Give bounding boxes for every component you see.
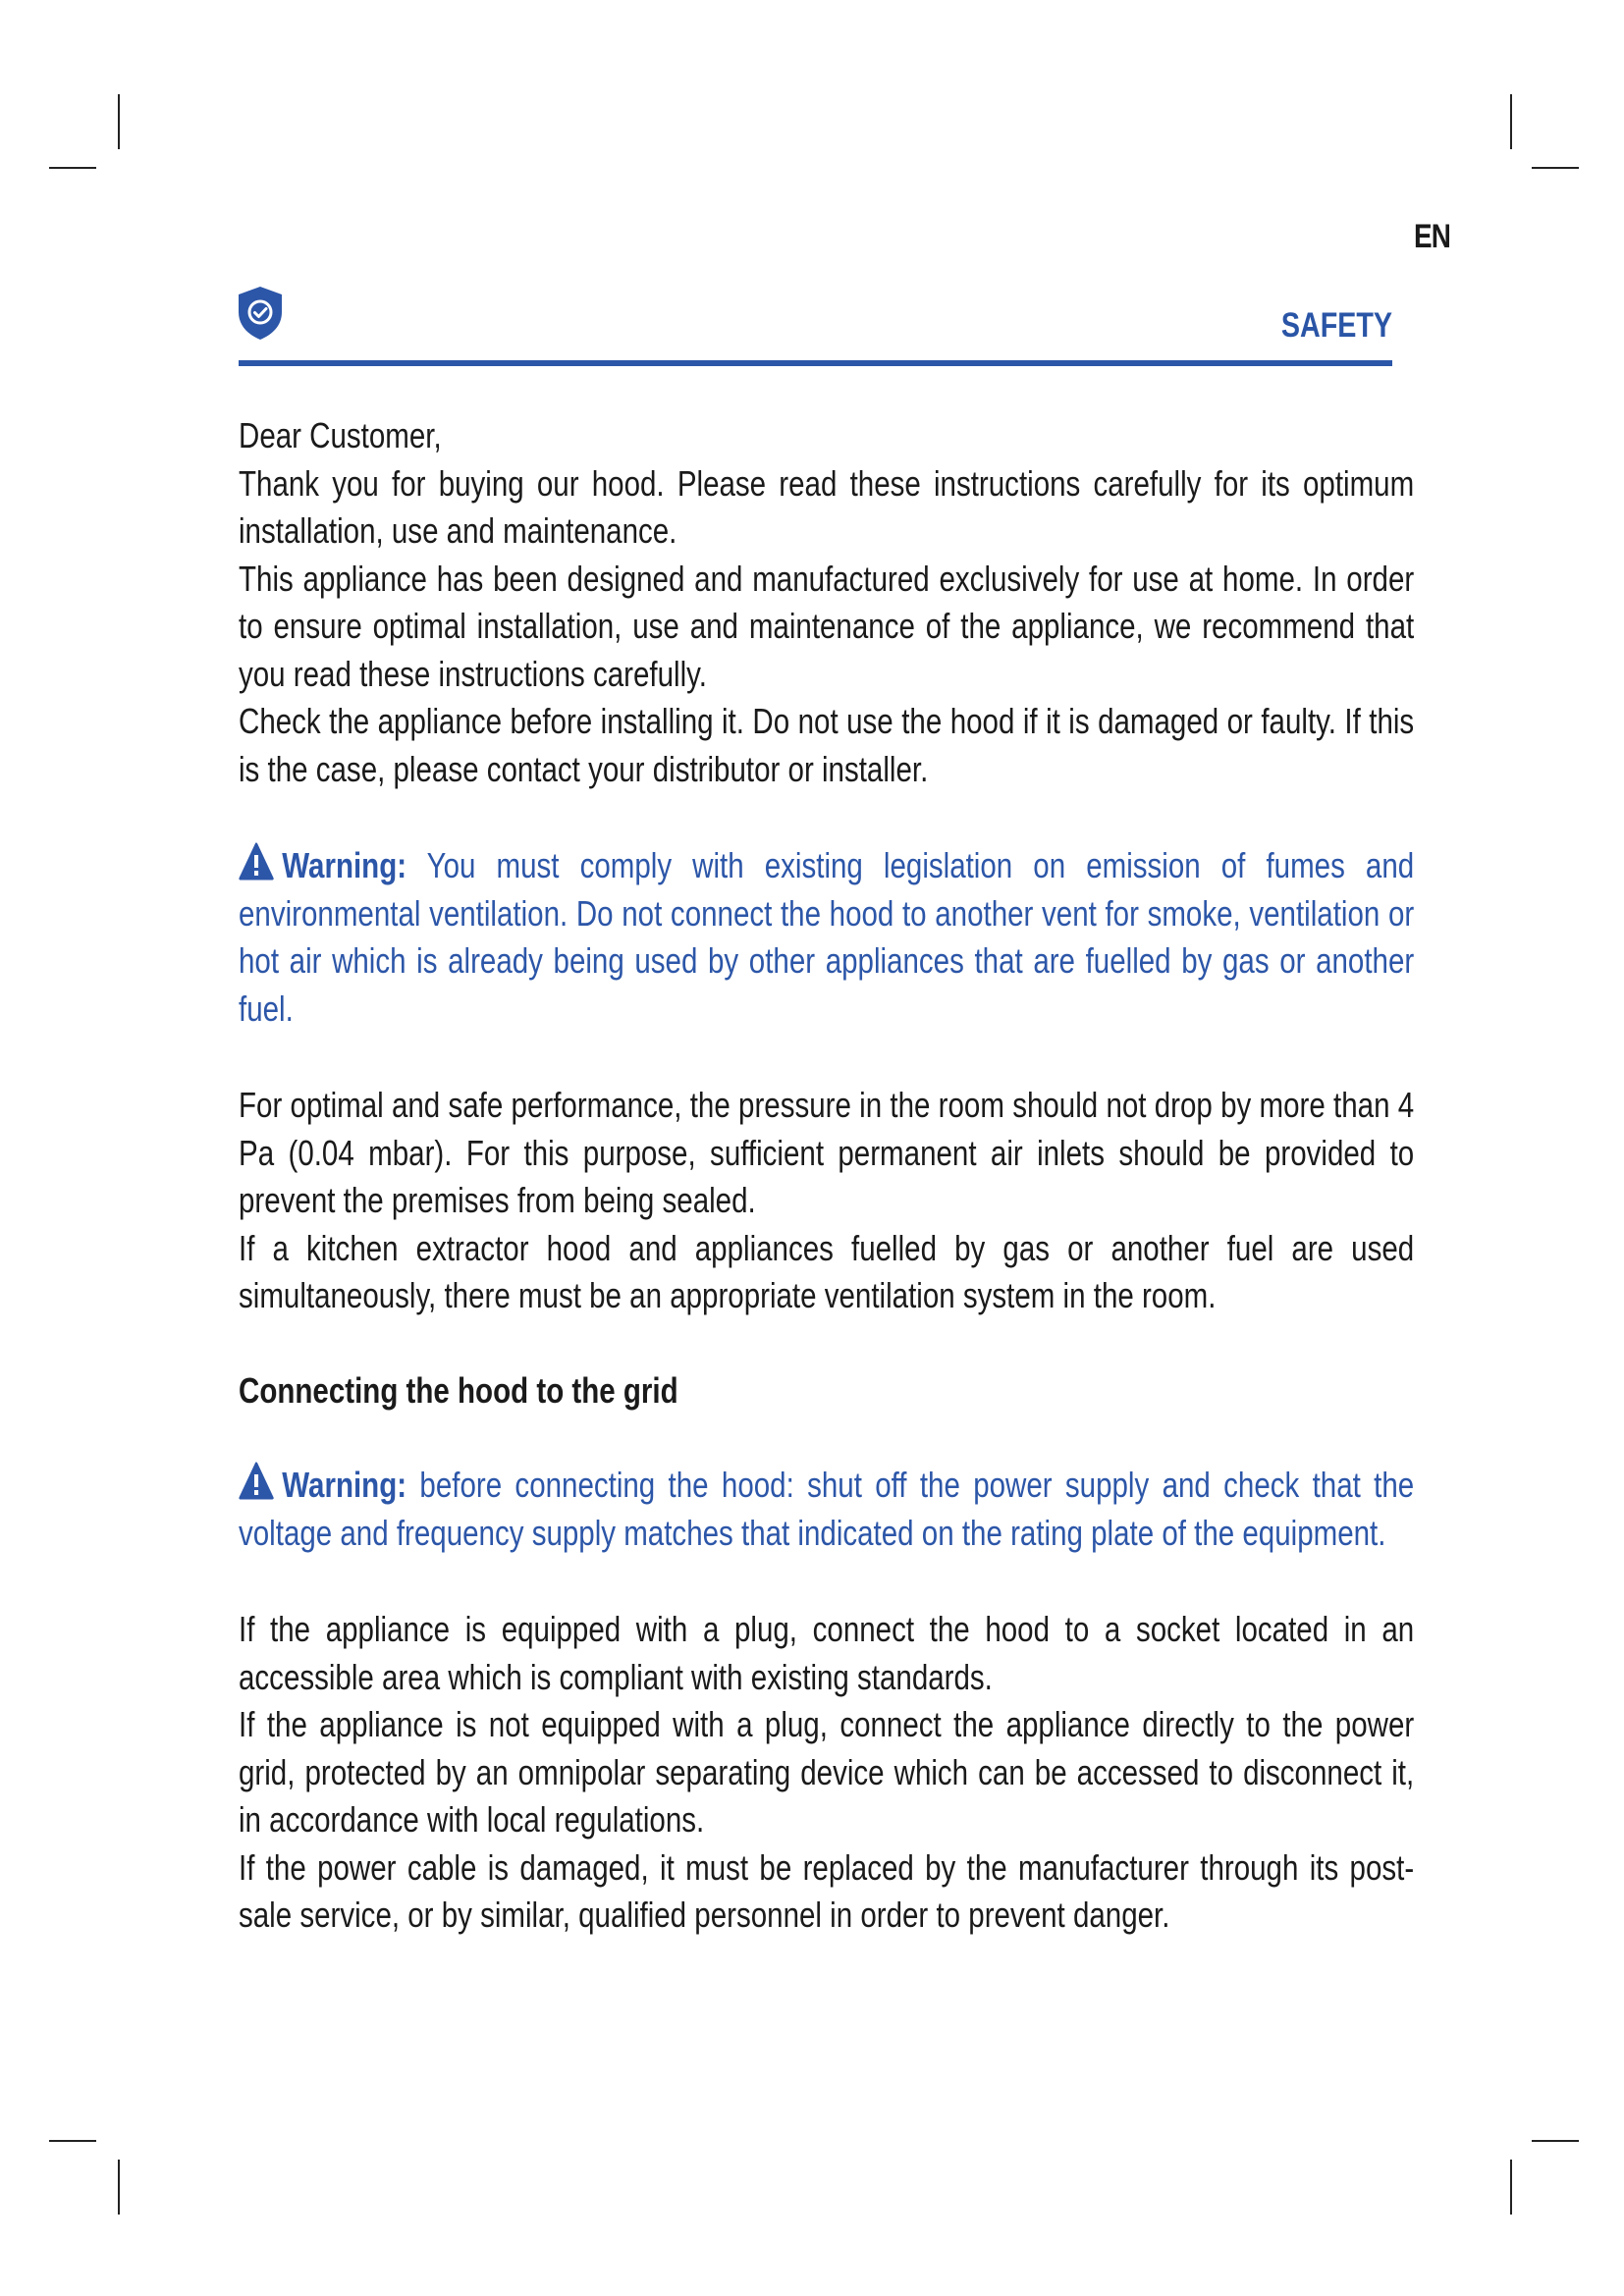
intro-paragraph: Thank you for buying our hood. Please read these instructions carefully for its optimum installation, use and maintenance. (239, 462, 1415, 551)
connection-paragraph: If the appliance is equipped with a plug, connect the hood to a socket located in an accessible area which is compliant with existing standards. (239, 1609, 1415, 1697)
crop-mark (1532, 2140, 1579, 2142)
warning-triangle-icon (239, 1462, 274, 1501)
intro-paragraph: Check the appliance before installing it. Do not use the hood if it is damaged or faulty. If this is the case, please contact your distributor or installer. (239, 701, 1415, 789)
warning-label: Warning: (282, 845, 407, 885)
warning-text: before connecting the hood: shut off the power supply and check that the voltage and frequency supply matches that indicated on the rating plate of the equipment. (239, 1465, 1415, 1553)
subheading: Connecting the hood to the grid (239, 1369, 678, 1411)
connection-paragraph: If the power cable is damaged, it must be replaced by the manufacturer through its post-sale service, or by similar, qualified personnel in order to prevent danger. (239, 1846, 1415, 1935)
crop-mark (1510, 94, 1512, 149)
intro-paragraph: This appliance has been designed and manufactured exclusively for use at home. In order to ensure optimal installation, use and maintenance of the appliance, we recommend that you read these instructions carefully. (239, 558, 1415, 694)
warning-block-fumes (239, 842, 1414, 1033)
pressure-paragraph: If a kitchen extractor hood and appliances fuelled by gas or another fuel are used simultaneously, there must be an appropriate ventilation system in the room. (239, 1227, 1415, 1315)
crop-mark (1510, 2160, 1512, 2215)
greeting: Dear Customer, (239, 415, 442, 455)
warning-block-power (239, 1462, 1414, 1557)
crop-mark (118, 94, 120, 149)
crop-mark (49, 167, 96, 169)
shield-check-icon (236, 285, 285, 342)
warning-triangle-icon (239, 842, 274, 881)
connection-paragraph: If the appliance is not equipped with a plug, connect the appliance directly to the power grid, protected by an omnipolar separating device which can be accessed to disconnect it, in accordance with local regulations. (239, 1704, 1415, 1840)
warning-label: Warning: (282, 1465, 407, 1505)
crop-mark (49, 2140, 96, 2142)
crop-mark (1532, 167, 1579, 169)
pressure-paragraph: For optimal and safe performance, the pressure in the room should not drop by more than 4 Pa (0.04 mbar). For this purpose, sufficient permanent air inlets should be provided to prevent the premises from being sealed. (239, 1085, 1415, 1220)
warning-text: You must comply with existing legislation on emission of fumes and environmental ventilation. Do not connect the hood to another vent for smoke, ventilation or hot air which is already being used by other appliances that are fuelled by gas or another fuel. (239, 845, 1415, 1029)
section-title: SAFETY (1280, 306, 1392, 345)
crop-mark (118, 2160, 120, 2215)
header-divider (239, 360, 1392, 366)
language-code: EN (1414, 218, 1451, 255)
page-content (239, 412, 1414, 1940)
